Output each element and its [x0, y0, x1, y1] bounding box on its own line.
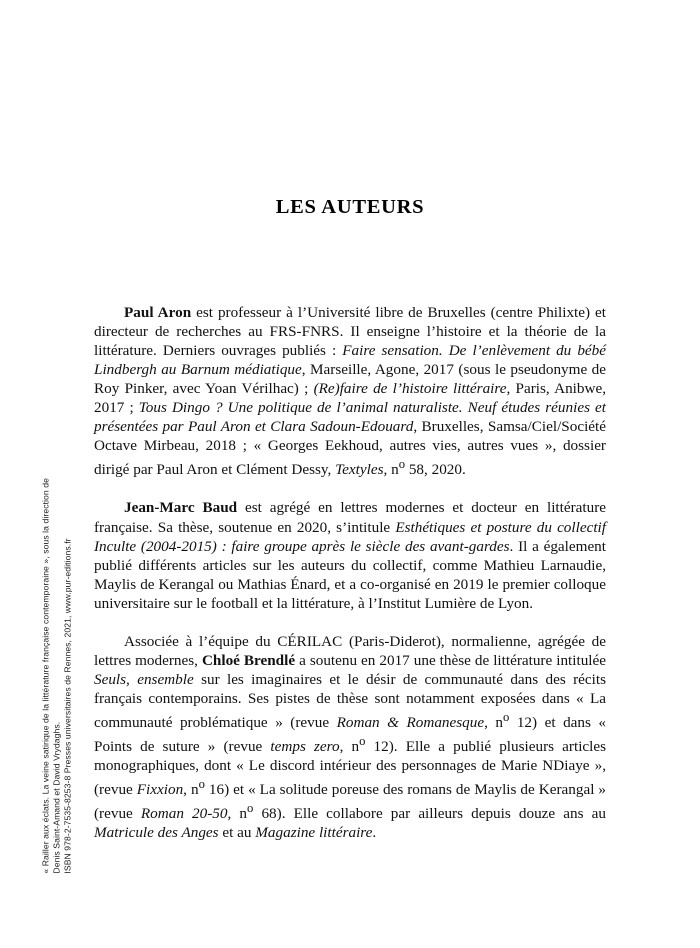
author-entry-paul-aron [94, 303, 606, 479]
ordinal-superscript: o [198, 777, 205, 792]
text-column [94, 0, 606, 842]
body-run: , n [383, 461, 399, 479]
body-run: 16) et « La solitude poreuse des romans de Maylis de Kerangal » (revue [94, 781, 606, 823]
body-run: est professeur à l’Université libre de Bruxelles (centre Philixte) et directeur de recherches au FRS-FNRS. Il enseigne l’histoire et la théorie de la littérature. Derniers ouvrages publiés : [94, 304, 606, 360]
work-title: Roman 20-50 [140, 805, 228, 823]
work-title: Esthétiques et posture du collectif Inculte (2004-2015) : faire groupe après le siècle des avant-gardes [94, 518, 606, 555]
margin-note-line-1: « Railler aux éclats. La veine satirique de la littérature française contemporaine », sous la direction de [40, 478, 51, 874]
margin-note-line-2: Denis Saint-Amand et David Vrydaghs. [51, 722, 62, 874]
body-run: 12). Elle a publié plusieurs articles monographiques, dont « Le discord intérieur des personnages de Marie NDiaye », (revue [94, 738, 607, 799]
body-run: 58, 2020. [405, 461, 466, 479]
work-title: Magazine littéraire [255, 824, 373, 842]
margin-copyright-note [0, 0, 73, 948]
body-run: est agrégé en lettres modernes et docteur en littérature française. Sa thèse, soutenue en 2020, s’intitule [94, 499, 606, 536]
body-run: , n [339, 738, 360, 756]
page-title: LES AUTEURS [275, 196, 425, 218]
ordinal-superscript: o [359, 734, 366, 749]
work-title: Matricule des Anges [94, 824, 219, 842]
body-run: . Il a également publié différents articles sur les auteurs du collectif, comme Mathieu Larnaudie, Maylis de Kerangal ou Mathias Énard, et a co-organisé en 2019 le premier colloque universitaire sur le football et la littérature, à l’Institut Lumière de Lyon. [94, 537, 606, 612]
body-run: sur les imaginaires et le désir de communauté dans des récits français contemporains. Ses pistes de thèse sont notamment exposées dans « La communauté problématique » (revue [94, 670, 606, 732]
ordinal-superscript: o [503, 709, 510, 724]
author-name: Jean-Marc Baud [124, 499, 238, 517]
work-title: Roman & Romanesque [336, 714, 485, 732]
margin-note-line-3: ISBN 978-2-7535-8253-8 Presses universitaires de Rennes, 2021, www.pur-editions.fr [62, 538, 73, 874]
body-run: Associée à l’équipe du CÉRILAC (Paris-Diderot), normalienne, agrégée de lettres modernes, [94, 632, 606, 669]
body-run: , Paris, Anibwe, 2017 ; [94, 380, 606, 417]
body-run: , n [183, 781, 199, 799]
body-run: , Bruxelles, Samsa/Ciel/Société Octave Mirbeau, 2018 ; « Georges Eekhoud, autres vies, autres vues », dossier dirigé par Paul Aron et Clément Dessy, [94, 418, 606, 479]
ordinal-superscript: o [247, 801, 254, 816]
author-name: Paul Aron [124, 304, 192, 321]
work-title: temps zero [270, 738, 340, 756]
body-run: et au [218, 824, 256, 842]
work-title: Tous Dingo ? Une politique de l’animal naturaliste. Neuf études réunies et présentées par Paul Aron et Clara Sadoun-Edouard [94, 399, 606, 436]
work-title: Seuls, ensemble [94, 670, 194, 688]
body-run: 12) et dans « Points de suture » (revue [94, 714, 607, 756]
work-title: Textyles [335, 461, 384, 479]
work-title: Faire sensation. De l’enlèvement du bébé Lindbergh au Barnum médiatique [94, 342, 606, 379]
body-run: , n [227, 805, 247, 823]
body-run: a soutenu en 2017 une thèse de littérature intitulée [295, 651, 606, 669]
author-entry-jean-marc-baud [94, 498, 606, 612]
work-title: (Re)faire de l’histoire littéraire [313, 380, 507, 398]
work-title: Fixxion [136, 781, 184, 799]
author-name: Chloé Brendlé [201, 651, 296, 669]
body-run: , Marseille, Agone, 2017 (sous le pseudonyme de Roy Pinker, avec Yoan Vérilhac) ; [94, 361, 606, 398]
body-run: , n [484, 714, 503, 732]
ordinal-superscript: o [398, 457, 406, 472]
body-run: . [372, 824, 377, 842]
body-run: 68). Elle collabore par ailleurs depuis douze ans au [253, 805, 606, 823]
author-entry-chloe-brendle [94, 632, 606, 843]
